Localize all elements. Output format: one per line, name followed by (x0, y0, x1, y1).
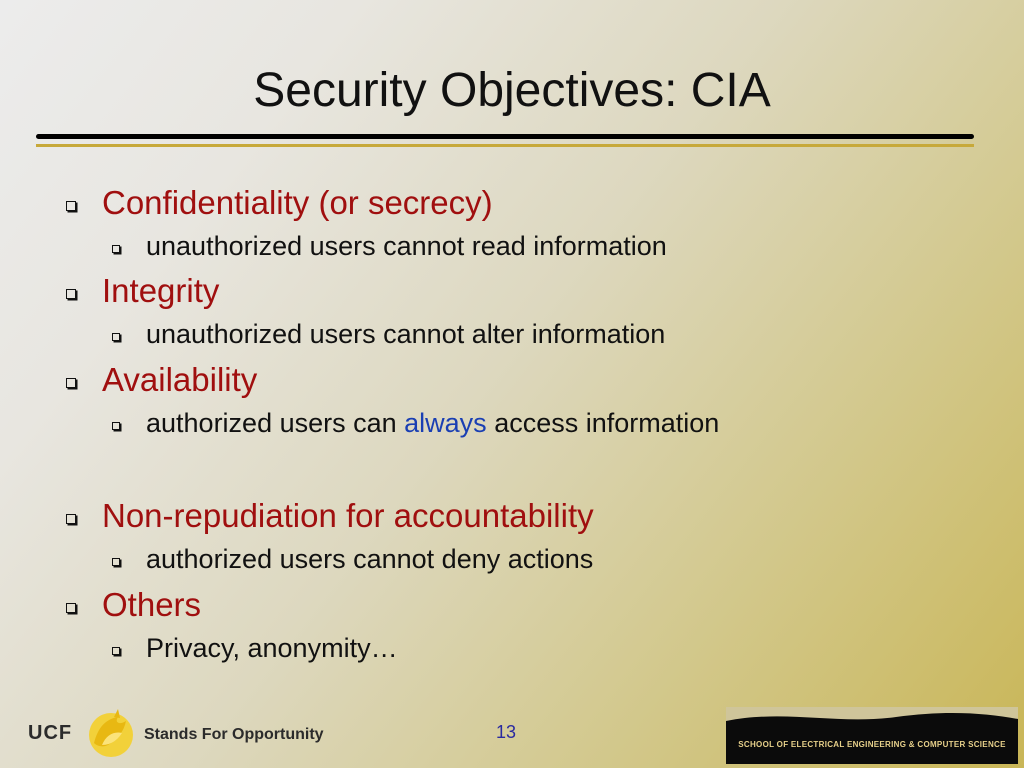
bullet-heading: Confidentiality (or secrecy) (102, 184, 493, 221)
banner-wave-decoration (726, 707, 1018, 731)
square-bullet-icon (66, 289, 76, 299)
bullet-heading: Integrity (102, 272, 220, 309)
footer-slogan: Stands For Opportunity (144, 726, 324, 743)
sub-bullet-text: authorized users cannot deny actions (146, 544, 594, 574)
bullet-heading: Non-repudiation for accountability (102, 497, 594, 534)
square-bullet-icon (66, 378, 76, 388)
school-banner (726, 707, 1018, 764)
bullet-heading: Availability (102, 361, 258, 398)
square-bullet-icon (112, 422, 120, 430)
sub-bullet-text: unauthorized users cannot read information (146, 231, 667, 261)
square-bullet-icon (66, 603, 76, 613)
sub-bullet-text-end: access information (486, 408, 720, 438)
sub-bullet-text: unauthorized users cannot alter information (146, 319, 666, 349)
square-bullet-icon (112, 245, 120, 253)
bullet-heading: Others (102, 586, 202, 623)
square-bullet-icon (112, 558, 120, 566)
school-banner-text: SCHOOL OF ELECTRICAL ENGINEERING & COMPUTER SCIENCE (738, 740, 1006, 749)
square-bullet-icon (66, 201, 76, 211)
slide-title: Security Objectives: CIA (253, 64, 771, 117)
emphasis-always: always (404, 408, 487, 438)
title-underline (36, 134, 974, 139)
square-bullet-icon (66, 514, 76, 524)
sub-bullet-text (146, 406, 719, 440)
title-underline-accent (36, 144, 974, 147)
sub-bullet-text: Privacy, anonymity… (146, 633, 398, 663)
page-number: 13 (496, 722, 517, 742)
square-bullet-icon (112, 333, 120, 341)
footer-org-name: UCF (28, 722, 73, 744)
square-bullet-icon (112, 647, 120, 655)
sub-bullet-text-start: authorized users can (146, 408, 405, 438)
pegasus-logo-icon (84, 705, 136, 761)
